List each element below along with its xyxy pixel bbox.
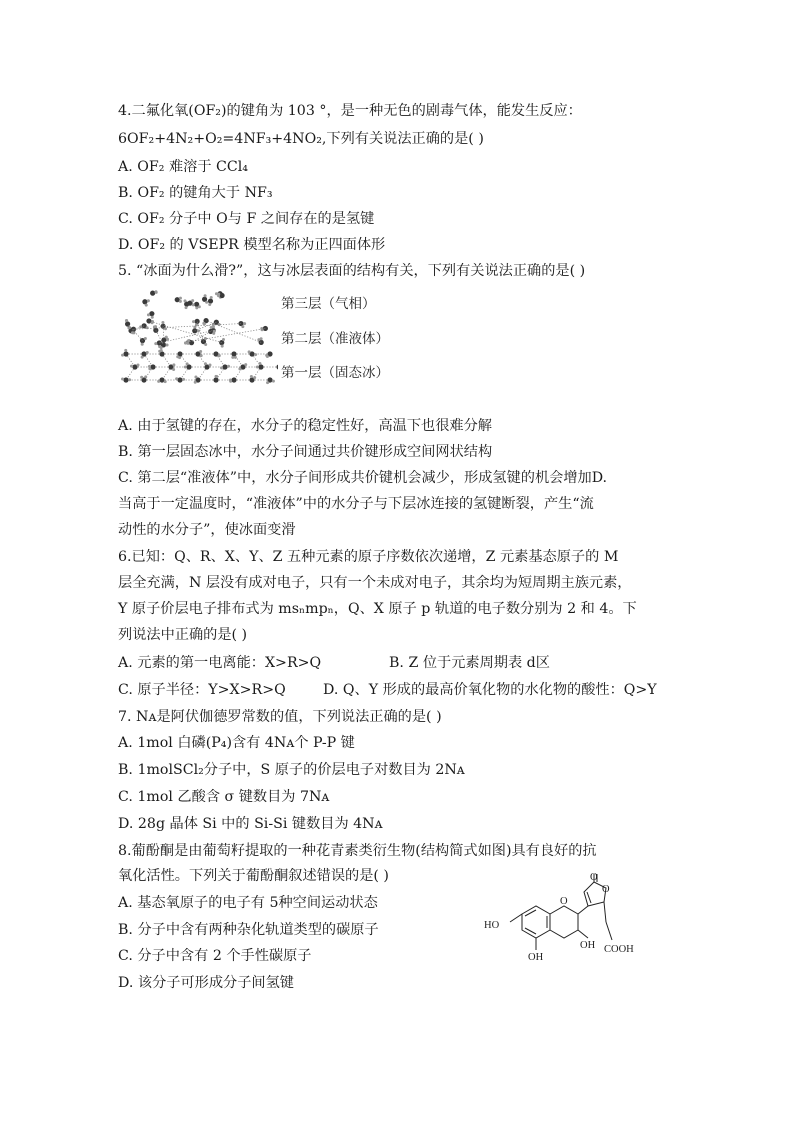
hydrogen-atom — [250, 375, 253, 378]
q5-option-b: B. 第一层固态冰中，水分子间通过共价键形成空间网状结构 — [118, 444, 493, 460]
hydrogen-atom — [186, 362, 189, 365]
hydrogen-atom — [157, 380, 160, 383]
structure-o-ring: O — [560, 896, 568, 907]
q8-option-b: B. 分子中含有两种杂化轨道类型的碳原子 — [118, 922, 379, 938]
structure-oh-mid: OH — [580, 940, 596, 951]
hydrogen-atom — [248, 350, 251, 353]
hydrogen-atom — [208, 303, 211, 306]
structure-o-top: O — [590, 872, 598, 883]
hydrogen-atom — [234, 356, 237, 359]
water-molecule — [231, 377, 236, 382]
hydrogen-atom — [144, 337, 147, 340]
hydrogen-atom — [238, 367, 241, 370]
water-molecule — [142, 299, 147, 304]
water-molecules-diagram — [121, 290, 278, 384]
q7-option-c: C. 1mol 乙酸含 σ 键数目为 7Nᴀ — [118, 789, 330, 805]
water-molecule — [213, 377, 218, 382]
water-molecule — [258, 364, 263, 369]
molecule-structure — [480, 872, 640, 982]
structure-ho-left: HO — [484, 920, 500, 931]
q7-stem: 7. Nᴀ是阿伏伽德罗常数的值，下列说法正确的是( ) — [118, 709, 442, 725]
q6-stem-line4: 列说法中正确的是( ) — [118, 627, 248, 643]
q4-stem-line1: 4.二氟化氧(OF₂)的键角为 103 °，是一种无色的剧毒气体，能发生反应： — [118, 103, 582, 119]
q4-option-b: B. OF₂ 的键角大于 NF₃ — [118, 185, 273, 201]
hydrogen-atom — [221, 345, 224, 348]
water-molecule — [123, 351, 128, 356]
hydrogen-atom — [204, 362, 207, 365]
hydrogen-atom — [266, 355, 269, 358]
hydrogen-atom — [184, 366, 187, 369]
hydrogen-atom — [182, 378, 185, 381]
q5-option-d-line2: 动性的水分子”，使冰面变滑 — [118, 522, 296, 538]
hydrogen-atom — [141, 356, 144, 359]
hydrogen-atom — [254, 353, 257, 356]
hydrogen-atom — [179, 297, 182, 300]
hydrogen-atom — [243, 322, 246, 325]
hydrogen-atom — [166, 338, 169, 341]
hydrogen-atom — [175, 377, 178, 380]
water-molecule — [219, 293, 224, 298]
hydrogen-atom — [229, 380, 232, 383]
hydrogen-atom — [183, 299, 186, 302]
q5-option-d-line1: 当高于一定温度时，“准液体”中的水分子与下层冰连接的氢键断裂，产生“流 — [118, 496, 594, 512]
hydrogen-atom — [198, 305, 201, 308]
hydrogen-atom — [227, 365, 230, 368]
hydrogen-atom — [131, 331, 134, 334]
hydrogen-atom — [186, 342, 189, 345]
q7-option-b: B. 1molSCl₂分子中，S 原子的价层电子对数目为 2Nᴀ — [118, 762, 465, 778]
q7-option-a: A. 1mol 白磷(P₄)含有 4Nᴀ个 P-P 键 — [118, 735, 355, 751]
figure-label-layer2: 第二层（准液体） — [281, 331, 389, 347]
q4-option-a: A. OF₂ 难溶于 CCl₄ — [118, 159, 248, 175]
hydrogen-atom — [194, 376, 197, 379]
hydrogen-atom — [121, 354, 124, 357]
water-molecule — [208, 298, 213, 303]
hydrogen-atom — [208, 364, 211, 367]
hydrogen-atom — [217, 294, 220, 297]
hydrogen-atom — [141, 343, 144, 346]
hydrogen-atom — [192, 303, 195, 306]
hydrogen-atom — [258, 362, 261, 365]
hydrogen-atom — [272, 380, 275, 383]
hydrogen-atom — [199, 350, 202, 353]
hydrogen-atom — [192, 320, 195, 323]
hydrogen-atom — [161, 321, 164, 324]
hydrogen-atom — [147, 299, 150, 302]
hydrogen-atom — [256, 366, 259, 369]
q8-stem-line1: 8.葡酚酮是由葡萄籽提取的一种花青素类衍生物(结构简式如图)具有良好的抗 — [118, 843, 597, 859]
q6-option-d: D. Q、Y 形成的最高价氧化物的水化物的酸性：Q>Y — [323, 682, 657, 698]
water-molecule — [150, 291, 155, 296]
hydrogen-atom — [166, 344, 169, 347]
hydrogen-atom — [222, 338, 225, 341]
hydrogen-atom — [266, 381, 269, 384]
hydrogen-atom — [210, 296, 213, 299]
q4-option-d: D. OF₂ 的 VSEPR 模型名称为正四面体形 — [118, 237, 386, 253]
hydrogen-atom — [151, 316, 154, 319]
q6-option-a: A. 元素的第一电离能：X>R>Q — [118, 655, 322, 671]
q5-stem: 5. “冰面为什么滑?”，这与冰层表面的结构有关，下列有关说法正确的是( ) — [118, 263, 586, 279]
water-molecule — [177, 377, 182, 382]
hydrogen-atom — [172, 363, 175, 366]
q7-option-d: D. 28g 晶体 Si 中的 Si-Si 键数目为 4Nᴀ — [118, 816, 383, 832]
hydrogen-atom — [257, 338, 260, 341]
hydrogen-atom — [202, 322, 205, 325]
hydrogen-bond — [133, 324, 241, 330]
structure-o-lactone: O — [602, 884, 610, 895]
q6-stem-line2: 层全充满，N 层没有成对电子，只有一个未成对电子，其余均为短周期主族元素， — [118, 575, 632, 591]
q5-option-a: A. 由于氢键的存在，水分子的稳定性好，高温下也很难分解 — [118, 418, 492, 434]
q6-option-c: C. 原子半径：Y>X>R>Q — [118, 682, 286, 698]
hydrogen-atom — [144, 375, 147, 378]
hydrogen-atom — [244, 363, 247, 366]
hydrogen-atom — [145, 304, 148, 307]
hydrogen-atom — [125, 319, 128, 322]
hydrogen-atom — [218, 354, 221, 357]
hydrogen-atom — [210, 326, 213, 329]
water-molecule — [231, 351, 236, 356]
hydrogen-atom — [205, 301, 208, 304]
q6-stem-line3: Y 原子价层电子排布式为 msₙmpₙ，Q、X 原子 p 轨道的电子数分别为 2 和 4。下 — [118, 601, 637, 617]
hydrogen-atom — [158, 350, 161, 353]
hydrogen-atom — [260, 327, 263, 330]
water-molecule — [195, 319, 200, 324]
q8-option-a: A. 基态氧原子的电子有 5种空间运动状态 — [118, 895, 378, 911]
water-molecule — [123, 377, 128, 382]
hydrogen-atom — [147, 313, 150, 316]
q4-option-c: C. OF₂ 分子中 O与 F 之间存在的是氢键 — [118, 211, 375, 227]
hydrogen-bond — [189, 328, 265, 341]
hydrogen-atom — [124, 349, 127, 352]
water-molecule — [276, 364, 278, 369]
hydrogen-atom — [241, 325, 244, 328]
hydrogen-atom — [194, 381, 197, 384]
q6-stem-line1: 6.已知：Q、R、X、Y、Z 五种元素的原子序数依次递增，Z 元素基态原子的 M — [118, 549, 619, 565]
hydrogen-atom — [176, 355, 179, 358]
hydrogen-atom — [128, 378, 131, 381]
figure-label-layer3: 第三层（气相） — [281, 296, 376, 312]
hydrogen-atom — [164, 380, 167, 383]
hydrogen-atom — [204, 343, 207, 346]
q8-stem-line2: 氧化活性。下列关于葡酚酮叙述错误的是( ) — [118, 868, 389, 884]
hydrogen-atom — [220, 366, 223, 369]
hydrogen-atom — [172, 368, 175, 371]
hydrogen-atom — [195, 306, 198, 309]
water-molecule — [222, 364, 227, 369]
q5-option-c: C. 第二层“准液体”中，水分子间形成共价键机会减少，形成氢键的机会增加D. — [118, 470, 608, 486]
hydrogen-atom — [215, 375, 218, 378]
hydrogen-atom — [191, 299, 194, 302]
hydrogen-atom — [148, 367, 151, 370]
hydrogen-atom — [155, 291, 158, 294]
q8-option-d: D. 该分子可形成分子间氢键 — [118, 975, 294, 991]
hydrogen-atom — [179, 300, 182, 303]
hydrogen-atom — [253, 376, 256, 379]
figure-label-layer1: 第一层（固态冰） — [281, 365, 389, 381]
hydrogen-atom — [187, 339, 190, 342]
hydrogen-atom — [146, 351, 149, 354]
structure-oh-bottom: OH — [528, 952, 544, 963]
ice-layer-figure — [118, 286, 278, 392]
hydrogen-atom — [200, 354, 203, 357]
structure-cooh: COOH — [604, 944, 634, 955]
hydrogen-atom — [160, 346, 163, 349]
hydrogen-atom — [204, 294, 207, 297]
q8-option-c: C. 分子中含有 2 个手性碳原子 — [118, 948, 312, 964]
hydrogen-atom — [130, 365, 133, 368]
hydrogen-atom — [136, 363, 139, 366]
hydrogen-atom — [154, 342, 157, 345]
q4-stem-line2: 6OF₂+4N₂+O₂=4NF₃+4NO₂,下列有关说法正确的是( ) — [118, 131, 484, 147]
hydrogen-atom — [121, 377, 124, 380]
hydrogen-atom — [213, 330, 216, 333]
q6-option-b: B. Z 位于元素周期表 d区 — [389, 655, 550, 671]
hydrogen-atom — [185, 306, 188, 309]
hydrogen-atom — [231, 356, 234, 359]
hydrogen-atom — [127, 326, 130, 329]
hydrogen-atom — [140, 376, 143, 379]
water-molecule — [149, 311, 154, 316]
